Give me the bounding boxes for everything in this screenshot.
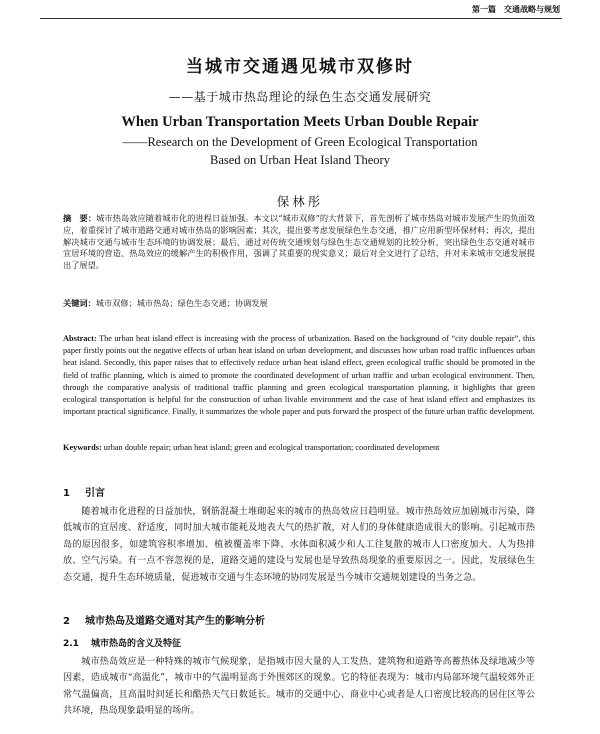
section-2-number: 2 [63, 616, 70, 627]
keywords-chinese-label: 关键词： [63, 298, 96, 308]
title-chinese: 当城市交通遇见城市双修时 [186, 57, 414, 77]
abstract-chinese-label: 摘 要： [63, 213, 97, 223]
keywords-english-label: Keywords: [63, 443, 102, 452]
abstract-chinese-text: 城市热岛效应随着城市化的进程日益加强。本文以“城市双修”的大背景下，首先剖析了城市热岛对城市发展产生的负面效应，着重探讨了城市道路交通对城市热岛的影响因素；其次，提出要考虑发展绿色生态交通，推广应用新型环保材料；再次，提出解决城市交通与城市生态环境的协调发展；最后，通过对传统交通规划与绿色生态交通规划的比较分析，突出绿色生态交通对城市宜居环境的营造、热岛效应的缓解产生的积极作用，强调了其重要的现实意义；最后对全文进行了总结，并对未来城市交通发展提出了展望。 [63, 213, 535, 271]
header-rule [40, 18, 562, 19]
abstract-english-text: The urban heat island effect is increasing with the process of urbanization. Based on the background of “city double repair”, this paper firstly points out the negative effects of urban heat island on urban development, and discusses how urban road traffic influences urban heat island. Secondly, this paper raises that to effectively reduce urban heat island effect, green ecological traffic should be promoted in the field of traffic planning, which is aimed to promote the coordinated development of urban traffic and urban ecological environment. Then, through the comparative analysis of traditional traffic planning and green ecological transportation planning, it highlights that green ecological transportation is helpful for the construction of urban livable environment and the case of heat island effect and emphasizes its important practical significance. Finally, it summarizes the whole paper and puts forward the prospect of the future urban traffic development. [63, 334, 535, 417]
subtitle-english-line2: Based on Urban Heat Island Theory [210, 153, 390, 167]
keywords-english-text: urban double repair; urban heat island; green and ecological transportation; coordinated development [103, 443, 440, 452]
section-2-heading [63, 612, 265, 627]
section-2-1-paragraph [63, 654, 535, 720]
abstract-chinese [63, 213, 535, 272]
section-2-1-paragraph-text: 城市热岛效应是一种特殊的城市气候现象，是指城市因大量的人工发热、建筑物和道路等高蓄热体及绿地减少等因素，造成城市“高温化”，城市中的气温明显高于外围郊区的现象。它的特征表现为：城市内局部环境气温较郊外正常气温偏高，且高温时间延长和酷热天气日数延长。城市的交通中心、商业中心或者是人口密度比较高的居住区等公共环境，热岛现象最明显的场所。 [63, 657, 535, 717]
section-2-1-title: 城市热岛的含义及特征 [91, 639, 182, 649]
abstract-english-label: Abstract: [63, 334, 97, 343]
section-1-number: 1 [63, 488, 70, 499]
keywords-english [63, 443, 535, 452]
abstract-english [63, 333, 535, 418]
section-2-1-heading [63, 636, 181, 649]
section-2-title: 城市热岛及道路交通对其产生的影响分析 [85, 616, 265, 627]
section-1-paragraph-text: 随着城市化进程的日益加快，钢筋混凝土堆砌起来的城市的热岛效应日趋明显。城市热岛效应加剧城市污染，降低城市的宜居度、舒适度，同时加大城市能耗及地表大气的热扩散，对人们的身体健康造成很大的影响。引起城市热岛的原因很多，如建筑容积率增加、植被覆盖率下降、水体面积减少和人工往复散的城市人口密度加大、人为热排放、空气污染。有一点不容忽视的是，道路交通的建设与发展也是导致热岛现象的重要原因之一。因此，发展绿色生态交通，提升生态环境质量，促进城市交通与生态环境的协同发展是当今城市交通规划建设的当务之急。 [63, 507, 535, 583]
section-1-title: 引言 [85, 488, 105, 499]
title-english: When Urban Transportation Meets Urban Double Repair [121, 114, 479, 130]
subtitle-english-line1: ——Research on the Development of Green Ecological Transportation [122, 135, 478, 149]
section-1-paragraph [63, 504, 535, 586]
section-2-1-number: 2.1 [63, 639, 79, 649]
author: 保林彤 [276, 194, 324, 209]
subtitle-chinese: ——基于城市热岛理论的绿色生态交通发展研究 [168, 90, 432, 104]
section-1-heading [63, 484, 105, 499]
keywords-chinese-text: 城市双修；城市热岛；绿色生态交通；协调发展 [95, 298, 268, 308]
keywords-chinese [63, 298, 535, 309]
running-head: 第一篇 交通战略与规划 [472, 5, 560, 14]
